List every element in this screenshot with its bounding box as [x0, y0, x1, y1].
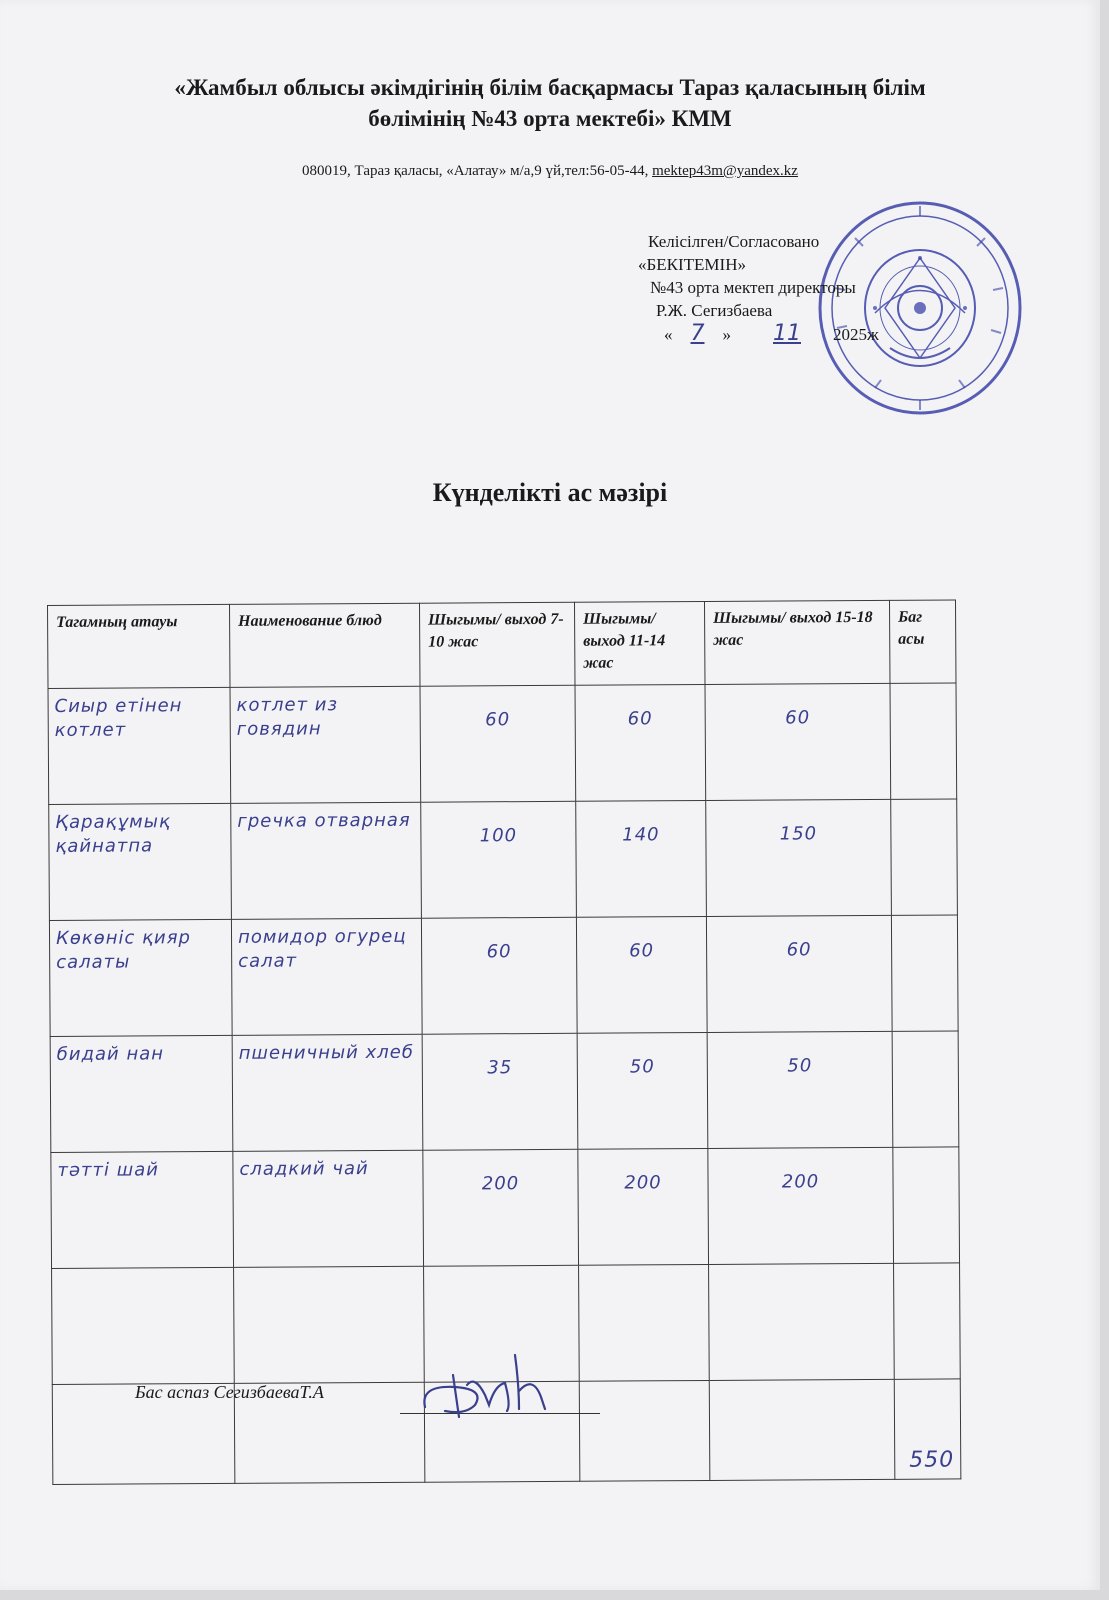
document-title: Күнделікті ас мәзірі [432, 478, 668, 507]
portion-15-18: 150 [706, 799, 892, 916]
organization-address [60, 163, 1040, 180]
table-header-row [48, 600, 956, 689]
portion-15-18: 50 [707, 1031, 893, 1148]
portion-11-14 [579, 1264, 710, 1381]
dish-name-ru [234, 1266, 425, 1383]
portion-15-18 [709, 1263, 895, 1380]
dish-name-kz [52, 1267, 235, 1384]
portion-11-14: 60 [575, 684, 706, 801]
portion-7-10: 60 [421, 917, 577, 1034]
organization-title [60, 72, 1040, 134]
director-name: Р.Ж. Сегизбаева [656, 301, 773, 320]
portion-11-14: 60 [576, 916, 707, 1033]
date-month: 11 [773, 321, 801, 346]
date-year: 2025ж [833, 325, 879, 344]
total-price: 550 [894, 1379, 961, 1479]
approval-block [638, 230, 879, 346]
column-header: Баг асы [889, 600, 956, 683]
director-position: №43 орта мектеп директоры [650, 278, 856, 297]
approve-label: «БЕКІТЕМІН» [638, 255, 746, 274]
column-header: Тагамның атауы [48, 604, 231, 688]
table-row [49, 915, 958, 1037]
portion-7-10: 100 [421, 801, 577, 918]
empty-cell [709, 1379, 895, 1480]
portion-11-14: 200 [578, 1148, 709, 1265]
address-text: 080019, Тараз қаласы, «Алатау» м/а,9 үй,тел:56-05-44, [302, 163, 653, 179]
price [892, 1031, 959, 1147]
table-row [50, 1031, 959, 1153]
dish-name-ru: пшеничный хлеб [232, 1034, 423, 1151]
dish-name-ru: сладкий чай [233, 1150, 424, 1267]
dish-name-ru: котлет из говядин [230, 686, 421, 803]
approval-date [664, 322, 879, 346]
agreed-label: Келісілген/Согласовано [648, 232, 820, 251]
org-title-line-2: бөлімінің №43 орта мектебі» КММ [368, 106, 732, 131]
table-row [51, 1147, 960, 1269]
table-row [48, 683, 957, 805]
portion-11-14: 140 [576, 800, 707, 917]
empty-cell [579, 1380, 710, 1481]
date-close-quote: » [722, 325, 731, 344]
date-open-quote: « [664, 325, 673, 344]
table-row [49, 799, 958, 921]
dish-name-kz: тәтті шай [51, 1151, 234, 1268]
chef-label: Бас аспаз СегизбаеваТ.А [135, 1382, 324, 1402]
chef-signature [415, 1345, 575, 1425]
price [890, 683, 957, 799]
portion-7-10: 35 [422, 1033, 578, 1150]
portion-7-10: 60 [420, 685, 576, 802]
price [893, 1147, 960, 1263]
org-title-line-1: «Жамбыл облысы әкімдігінің білім басқармасы Тараз қаласының білім [174, 75, 926, 100]
email-link[interactable]: mektep43m@yandex.kz [652, 163, 798, 179]
column-header: Наименование блюд [229, 603, 420, 687]
price [891, 915, 958, 1031]
column-header: Шыгымы/ выход 11-14 жас [574, 601, 705, 685]
portion-11-14: 50 [577, 1032, 708, 1149]
dish-name-kz: Көкөніс қияр салаты [49, 919, 232, 1036]
price [894, 1263, 961, 1379]
dish-name-kz: бидай нан [50, 1035, 233, 1152]
dish-name-ru: гречка отварная [231, 802, 422, 919]
portion-15-18: 60 [706, 915, 892, 1032]
portion-7-10: 200 [423, 1149, 579, 1266]
dish-name-kz: Сиыр етінен котлет [48, 687, 231, 804]
price [891, 799, 958, 915]
dish-name-kz: Қарақұмық қайнатпа [49, 803, 232, 920]
column-header: Шыгымы/ выход 15-18 жас [704, 600, 890, 684]
dish-name-ru: помидор огурец салат [231, 918, 422, 1035]
portion-15-18: 200 [708, 1147, 894, 1264]
portion-15-18: 60 [705, 683, 891, 800]
column-header: Шыгымы/ выход 7-10 жас [419, 602, 575, 686]
date-day: 7 [690, 321, 705, 346]
